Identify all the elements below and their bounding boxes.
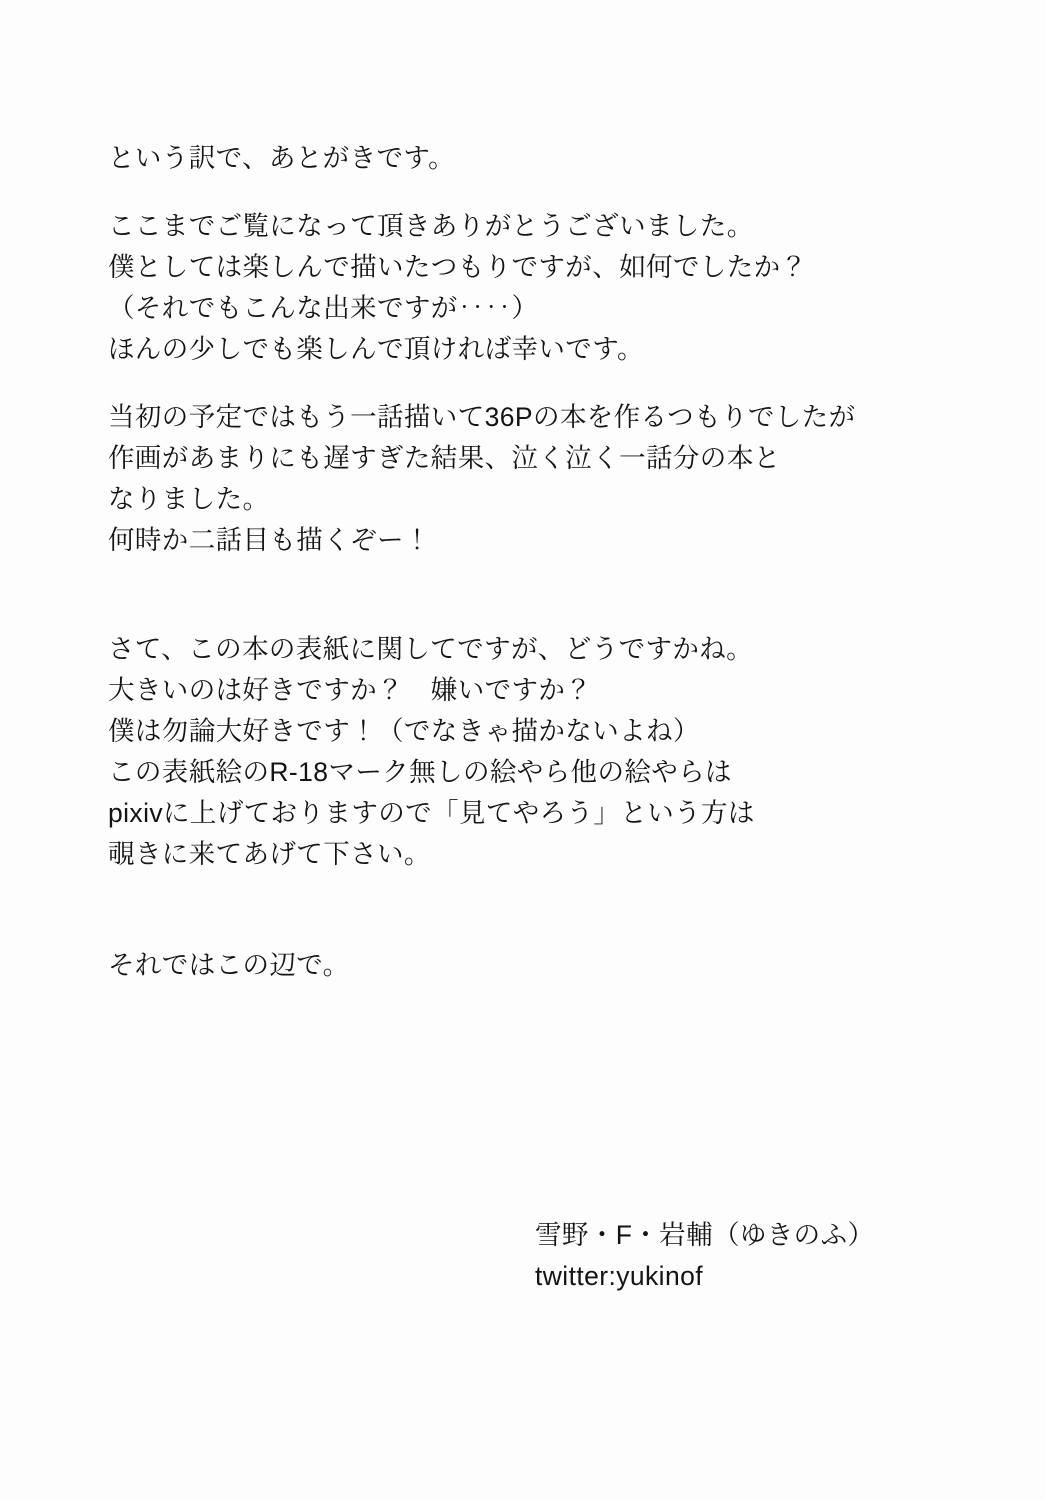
- afterword-cover-line-4: この表紙絵のR-18マーク無しの絵やら他の絵やらは: [108, 757, 732, 787]
- afterword-plan-line-4: 何時か二話目も描くぞー！: [108, 525, 431, 555]
- afterword-cover-line-2: 大きいのは好きですか？ 嫌いですか？: [108, 675, 593, 705]
- spacer: [108, 561, 968, 629]
- spacer: [108, 179, 968, 206]
- afterword-plan-line-2: 作画があまりにも遅すぎた結果、泣く泣く一話分の本と: [108, 443, 781, 473]
- afterword-plan-line-3: なりました。: [108, 484, 270, 514]
- author-name: 雪野・F・岩輔（ゆきのふ）: [535, 1220, 875, 1250]
- afterword-cover-line-1: さて、この本の表紙に関してですが、どうですかね。: [108, 634, 754, 664]
- signature-block: [535, 1215, 995, 1297]
- afterword-thanks-line-4: ほんの少しでも楽しんで頂ければ幸いです。: [108, 334, 644, 364]
- spacer: [108, 370, 968, 397]
- afterword-thanks-line-1: ここまでご覧になって頂きありがとうございました。: [108, 211, 754, 241]
- afterword-body: [108, 138, 968, 986]
- afterword-thanks-line-2: 僕としては楽しんで描いたつもりですが、如何でしたか？: [108, 252, 808, 282]
- afterword-cover-line-3: 僕は勿論大好きです！（でなきゃ描かないよね）: [108, 716, 700, 746]
- afterword-plan-line-1: 当初の予定ではもう一話描いて36Pの本を作るつもりでしたが: [108, 402, 856, 432]
- author-twitter-handle: twitter:yukinof: [535, 1261, 704, 1291]
- spacer: [108, 875, 968, 945]
- afterword-cover-line-6: 覗きに来てあげて下さい。: [108, 839, 431, 869]
- afterword-closing: それではこの辺で。: [108, 950, 350, 980]
- afterword-thanks-line-3: （それでもこんな出来ですが‥‥）: [108, 293, 539, 323]
- afterword-intro: という訳で、あとがきです。: [108, 143, 456, 173]
- afterword-cover-line-5: pixivに上げておりますので「見てやろう」という方は: [108, 798, 755, 828]
